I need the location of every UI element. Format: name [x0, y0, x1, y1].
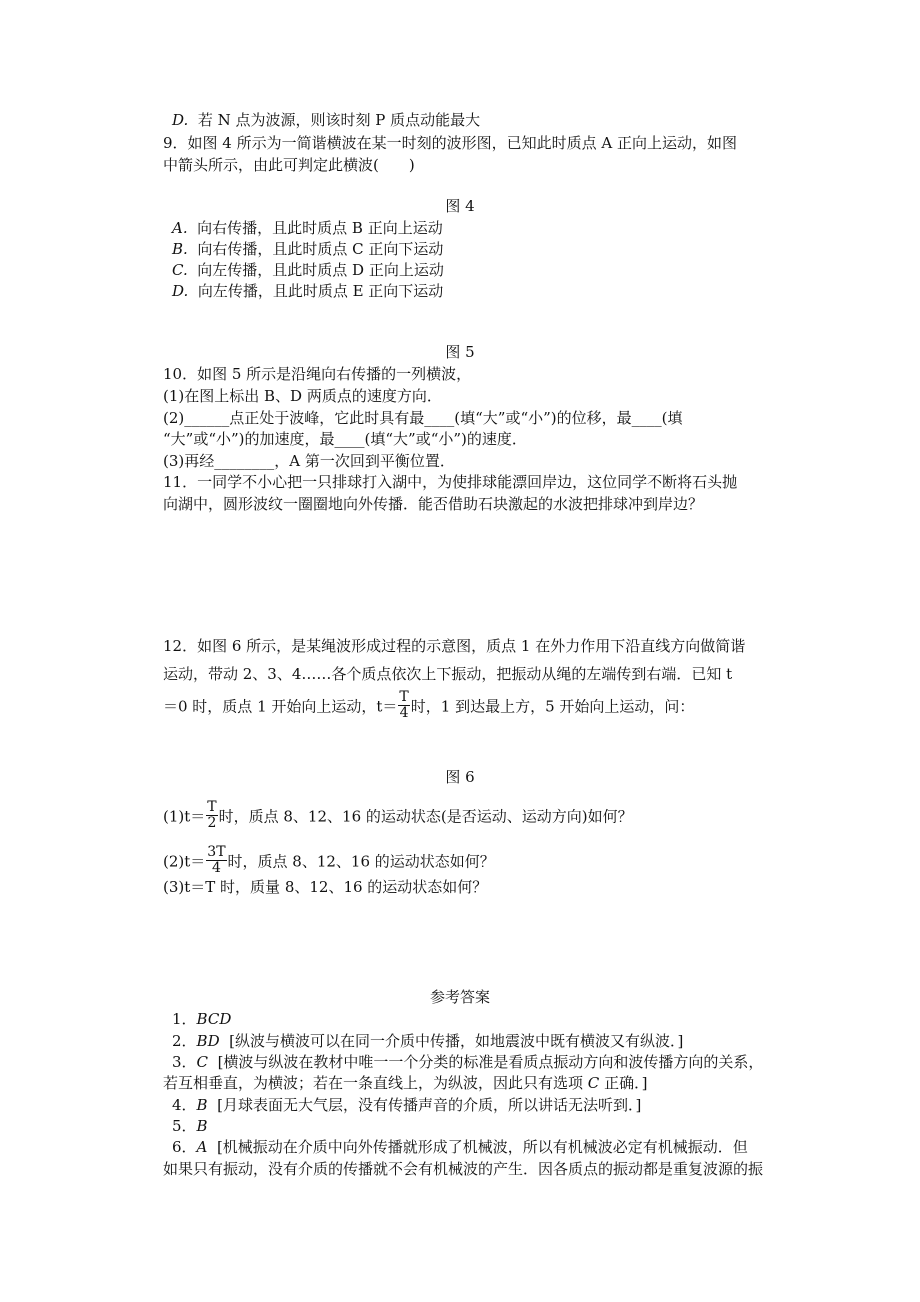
q10-part-2-line-2: “大”或“小”)的加速度，最____(填“大”或“小”)的速度．: [163, 430, 527, 448]
answer-2: [172, 1031, 683, 1051]
q12-sub-3: (3)t＝T 时，质量 8、12、16 的运动状态如何？: [163, 878, 488, 896]
q9-stem-line-2: 中箭头所示，由此可判定此横波( ): [163, 156, 415, 174]
q12-sub-2: [163, 844, 495, 878]
sub-1-post: 时，质点 8、12、16 的运动状态(是否运动、运动方向)如何？: [218, 807, 633, 826]
fraction-numerator: T: [207, 799, 217, 815]
fraction-numerator: 3T: [207, 844, 226, 860]
answer-key: BCD: [196, 1010, 232, 1028]
answer-6-line-2: 如果只有振动，没有介质的传播就不会有机械波的产生．因各质点的振动都是重复波源的振: [163, 1160, 764, 1178]
answer-key: BD: [196, 1032, 220, 1050]
q9-option-d: [172, 281, 443, 301]
answer-number: 5．: [172, 1117, 197, 1135]
answer-explanation: [机械振动在介质中向外传播就形成了机械波，所以有机械波必定有机械振动．但: [216, 1138, 748, 1156]
answer-explanation: [月球表面无大气层，没有传播声音的介质，所以讲话无法听到．]: [217, 1096, 642, 1114]
q12-line-3-pre: ＝0 时，质点 1 开始向上运动，t＝: [163, 697, 398, 716]
answer-3-line-2: [163, 1073, 647, 1093]
option-letter: D.: [172, 282, 189, 300]
q10-part-3: (3)再经________，A 第一次回到平衡位置．: [163, 452, 455, 470]
fraction-denominator: 4: [206, 860, 226, 876]
answer-key: C: [196, 1053, 209, 1071]
option-text: 向左传播，且此时质点 E 正向下运动: [197, 282, 444, 300]
q10-part-1: (1)在图上标出 B、D 两质点的速度方向．: [163, 387, 442, 405]
q9-option-b: [172, 239, 443, 259]
q9-stem-line-1: 9．如图 4 所示为一简谐横波在某一时刻的波形图，已知此时质点 A 正向上运动，如图: [163, 134, 737, 152]
option-letter: A.: [172, 219, 188, 237]
answer-explanation: [纵波与横波可以在同一介质中传播，如地震波中既有横波又有纵波．]: [229, 1032, 684, 1050]
q12-line-3: [163, 689, 695, 723]
answer-number: 6．: [172, 1138, 197, 1156]
sub-2-pre: (2)t＝: [163, 852, 206, 871]
answer-number: 3．: [172, 1053, 197, 1071]
answer-key: C: [587, 1074, 600, 1092]
q12-line-3-post: 时，1 到达最上方，5 开始向上运动，问：: [410, 697, 695, 716]
q10-stem: 10．如图 5 所示是沿绳向右传播的一列横波，: [163, 365, 472, 383]
option-letter: D.: [172, 111, 189, 129]
q12-sub-1: [163, 799, 633, 833]
option-letter: C.: [172, 261, 188, 279]
q11-line-1: 11．一同学不小心把一只排球打入湖中，为使排球能漂回岸边，这位同学不断将石头抛: [163, 473, 738, 491]
q8-option-d: [172, 110, 480, 130]
answer-explanation: 若互相垂直，为横波；若在一条直线上，为纵波，因此只有选项: [163, 1074, 584, 1092]
q12-line-2: 运动，带动 2、3、4……各个质点依次上下振动，把振动从绳的左端传到右端．已知 t: [163, 665, 733, 683]
sub-2-post: 时，质点 8、12、16 的运动状态如何？: [227, 852, 495, 871]
answer-key: B: [196, 1096, 208, 1114]
option-text: 向右传播，且此时质点 B 正向上运动: [197, 219, 443, 237]
answer-key: A: [196, 1138, 208, 1156]
answer-4: [172, 1095, 641, 1115]
figure-4-caption: 图 4: [445, 197, 475, 215]
answer-explanation: 正确．]: [604, 1074, 648, 1092]
fraction-t-over-4: [398, 690, 409, 721]
q9-option-a: [172, 218, 443, 238]
answers-title: 参考答案: [429, 988, 490, 1006]
q12-line-1: 12．如图 6 所示，是某绳波形成过程的示意图，质点 1 在外力作用下沿直线方向做简谐: [163, 637, 746, 655]
figure-5-caption: 图 5: [445, 343, 475, 361]
option-text: 向左传播，且此时质点 D 正向上运动: [197, 261, 444, 279]
option-text: 向右传播，且此时质点 C 正向下运动: [197, 240, 444, 258]
fraction-3t-over-4: [206, 845, 226, 876]
q9-option-c: [172, 260, 444, 280]
answer-number: 1．: [172, 1010, 197, 1028]
answer-1: [172, 1009, 231, 1029]
answer-6: [172, 1137, 748, 1157]
fraction-denominator: 2: [207, 815, 217, 831]
sub-1-pre: (1)t＝: [163, 807, 206, 826]
fraction-numerator: T: [399, 689, 409, 705]
answer-number: 2．: [172, 1032, 197, 1050]
fraction-denominator: 4: [399, 705, 409, 721]
answer-number: 4．: [172, 1096, 197, 1114]
q10-part-2-line-1: (2)______点正处于波峰，它此时具有最____(填“大”或“小”)的位移，最____(填: [163, 409, 683, 427]
option-letter: B.: [172, 240, 188, 258]
option-text: 若 N 点为波源，则该时刻 P 质点动能最大: [197, 111, 481, 129]
answer-5: [172, 1116, 208, 1136]
q11-line-2: 向湖中，圆形波纹一圈圈地向外传播．能否借助石块激起的水波把排球冲到岸边？: [163, 495, 704, 513]
answer-explanation: [横波与纵波在教材中唯一一个分类的标准是看质点振动方向和波传播方向的关系，: [217, 1053, 764, 1071]
answer-key: B: [196, 1117, 208, 1135]
fraction-t-over-2: [206, 800, 217, 831]
answer-3: [172, 1052, 763, 1072]
figure-6-caption: 图 6: [445, 768, 475, 786]
